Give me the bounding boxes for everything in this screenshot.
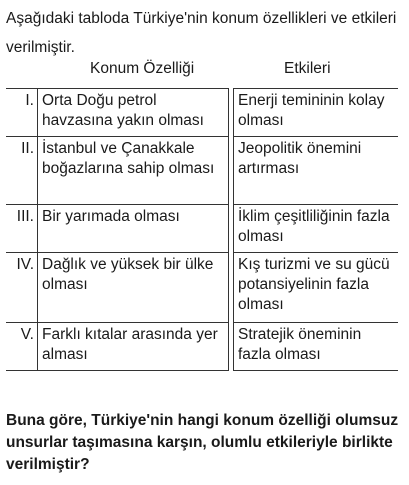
row-effect: Jeopolitik önemini artırması <box>234 137 399 205</box>
header-feature: Konum Özelliği <box>90 60 195 77</box>
row-feature: İstanbul ve Çanakkale boğazlarına sahip olması <box>38 137 229 205</box>
table-headers <box>0 60 409 82</box>
question-text: Buna göre, Türkiye'nin hangi konum özelliği olumsuz unsurlar taşımasına karşın, olumlu etkileriyle birlikte verilmiştir? <box>6 412 399 473</box>
row-number: V. <box>6 323 38 371</box>
table-row <box>6 89 398 137</box>
row-effect: İklim çeşitliliğinin fazla olması <box>234 205 399 253</box>
table-row <box>6 137 398 205</box>
row-number: II. <box>6 137 38 205</box>
row-feature: Farklı kıtalar arasında yer alması <box>38 323 229 371</box>
row-number: I. <box>6 89 38 137</box>
row-feature: Bir yarımada olması <box>38 205 229 253</box>
row-number: III. <box>6 205 38 253</box>
row-effect: Enerji temininin kolay olması <box>234 89 399 137</box>
header-effect: Etkileri <box>284 60 331 77</box>
row-effect: Stratejik öneminin fazla olması <box>234 323 399 371</box>
intro-text: Aşağıdaki tabloda Türkiye'nin konum özellikleri ve etkileri verilmiştir. <box>6 10 397 56</box>
row-number: IV. <box>6 253 38 323</box>
features-table <box>6 88 398 371</box>
table-row <box>6 205 398 253</box>
row-feature: Orta Doğu petrol havzasına yakın olması <box>38 89 229 137</box>
table-row <box>6 323 398 371</box>
row-effect: Kış turizmi ve su gücü potansiyelinin fazla olması <box>234 253 399 323</box>
row-feature: Dağlık ve yüksek bir ülke olması <box>38 253 229 323</box>
table-row <box>6 253 398 323</box>
